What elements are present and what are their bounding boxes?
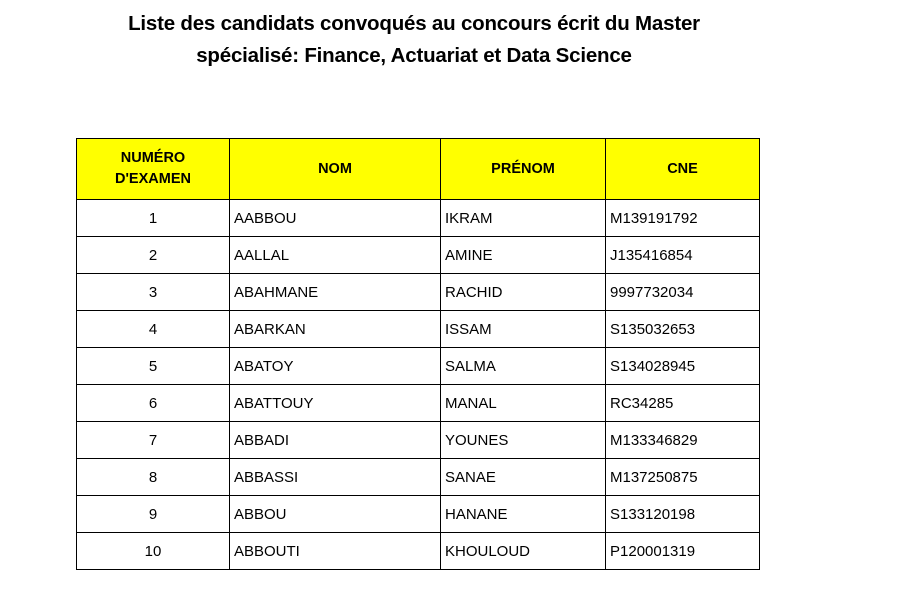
cell-prenom: SANAE (441, 459, 606, 496)
cell-prenom: ISSAM (441, 311, 606, 348)
candidates-table (76, 138, 760, 570)
cell-prenom: HANANE (441, 496, 606, 533)
header-prenom: PRÉNOM (441, 139, 606, 200)
table-row (77, 422, 760, 459)
cell-cne: S133120198 (606, 496, 760, 533)
table-row (77, 348, 760, 385)
table-row (77, 533, 760, 570)
cell-numero: 7 (77, 422, 230, 459)
table-row (77, 385, 760, 422)
cell-numero: 2 (77, 237, 230, 274)
cell-cne: 9997732034 (606, 274, 760, 311)
table-row (77, 237, 760, 274)
cell-prenom: RACHID (441, 274, 606, 311)
cell-numero: 6 (77, 385, 230, 422)
cell-prenom: KHOULOUD (441, 533, 606, 570)
header-nom: NOM (230, 139, 441, 200)
header-numero-line-1: NUMÉRO (120, 150, 186, 166)
cell-prenom: SALMA (441, 348, 606, 385)
cell-prenom: MANAL (441, 385, 606, 422)
cell-numero: 4 (77, 311, 230, 348)
cell-prenom: IKRAM (441, 200, 606, 237)
cell-cne: M139191792 (606, 200, 760, 237)
table-header-row (77, 139, 760, 200)
cell-nom: ABBOU (230, 496, 441, 533)
header-numero-examen (77, 139, 230, 200)
cell-nom: ABBADI (230, 422, 441, 459)
cell-cne: J135416854 (606, 237, 760, 274)
table-row (77, 274, 760, 311)
cell-prenom: YOUNES (441, 422, 606, 459)
cell-cne: P120001319 (606, 533, 760, 570)
table-row (77, 311, 760, 348)
cell-numero: 8 (77, 459, 230, 496)
cell-nom: AABBOU (230, 200, 441, 237)
cell-nom: ABATTOUY (230, 385, 441, 422)
cell-prenom: AMINE (441, 237, 606, 274)
cell-cne: S134028945 (606, 348, 760, 385)
cell-numero: 5 (77, 348, 230, 385)
cell-nom: ABAHMANE (230, 274, 441, 311)
cell-numero: 1 (77, 200, 230, 237)
cell-cne: M137250875 (606, 459, 760, 496)
title-line-2: spécialisé: Finance, Actuariat et Data Science (196, 44, 632, 67)
cell-cne: S135032653 (606, 311, 760, 348)
title-line-1: Liste des candidats convoqués au concours écrit du Master (128, 12, 700, 35)
table-row (77, 496, 760, 533)
cell-nom: ABBASSI (230, 459, 441, 496)
cell-cne: RC34285 (606, 385, 760, 422)
document-title (0, 8, 828, 72)
table-row (77, 459, 760, 496)
header-numero-line-2: D'EXAMEN (115, 171, 191, 187)
cell-nom: ABBOUTI (230, 533, 441, 570)
cell-nom: AALLAL (230, 237, 441, 274)
cell-cne: M133346829 (606, 422, 760, 459)
cell-nom: ABARKAN (230, 311, 441, 348)
cell-nom: ABATOY (230, 348, 441, 385)
header-cne: CNE (606, 139, 760, 200)
cell-numero: 10 (77, 533, 230, 570)
table-row (77, 200, 760, 237)
cell-numero: 9 (77, 496, 230, 533)
cell-numero: 3 (77, 274, 230, 311)
